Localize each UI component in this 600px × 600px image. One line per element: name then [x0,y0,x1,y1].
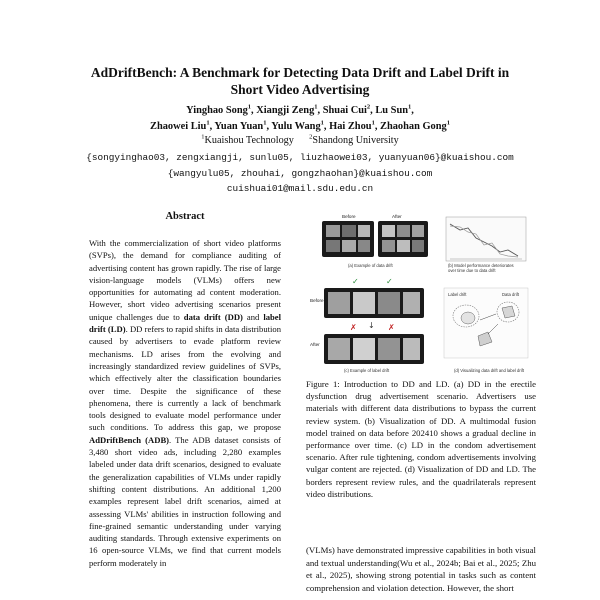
affiliation-mark: 1 [247,103,252,111]
affiliation-mark: 1 [314,103,318,111]
after-side-label: After [310,342,320,347]
affiliation-mark: 1 [408,103,412,111]
panel-a-caption: (a) Example of data drift [348,263,393,268]
email-line: cuishuai01@mail.sdu.edu.cn [226,183,374,194]
body-text: (VLMs) have demonstrated impressive capabilities in both visual and textual understanding(Wu et al., 2024b; Bai et al., 2025; Zhu et al., 2025), showing strong potential in tasks such as content comprehension and violation detection. However, the short [306,545,536,593]
authors-line-2: Zhaowei Liu$^1$, Yuan Yuan$^1$, Yulu Wang$^1$, Hai Zhou$^1$, Zhaohan Gong$^1$ [150,119,450,132]
approve-check-icon: ✓ [352,277,359,286]
abstract-bold: AdDriftBench (ADB) [89,434,170,445]
reject-cross-icon: ✗ [388,323,395,332]
author: Yinghao Song [186,105,248,116]
before-side-label: Before [310,298,324,303]
affiliation-name: Kuaishou Technology [204,135,294,146]
film-strip-label-before [324,288,424,318]
panel-c-caption: (c) Example of label drift [344,368,390,373]
affiliation-number: 2 [309,133,313,141]
title-line-1: AdDriftBench: A Benchmark for Detecting Data Drift and Label Drift in [90,65,510,80]
abstract-segment: With the commercialization of short video platforms (SVPs), the demand for compliance auditing of advertising content has grown rapidly. The rise of large vision-language models (VLMs) offers new opportunities for automating ad content moderation. However, short video advertising scenarios present unique challenges due to [89,238,281,322]
film-strip-before [322,221,374,257]
email-line: {songyinghao03, zengxiangji, sunlu05, liuzhaowei03, yuanyuan06}@kuaishou.com [86,152,514,163]
panel-b-caption-1: (b) Model performance deteriorates [448,263,514,268]
reject-cross-icon: ✗ [350,323,357,332]
author: Zhaowei Liu [150,121,207,132]
author: Lu Sun [375,105,409,116]
authors-line-1: Yinghao Song$^1$, Xiangji Zeng$^1$, Shuai Cui$^2$, Lu Sun$^1$, [186,103,414,116]
title-line-2: Short Video Advertising [230,82,370,97]
label-drift-text: Label drift [448,292,467,297]
abstract-segment: and [242,311,264,322]
abstract-bold: data drift (DD) [183,311,243,322]
drift-visualization [444,288,528,358]
figure-1-illustration [308,212,534,374]
panel-b-caption-2: over time due to data drift [448,268,496,273]
before-label: Before [342,214,356,219]
approve-check-icon: ✓ [386,277,393,286]
affiliation-mark: 1 [371,119,375,127]
affiliation-mark: 1 [320,119,324,127]
abstract-segment: . The ADB dataset consists of 3,480 short video ads, including 2,280 examples labeled under data drift scenarios, designed to evaluate the generalization capabilities of VLMs under rapidly shifting content distributions. An additional 1,200 examples represent label drift scenarios, aimed at assessing VLMs' abilities in instruction following and fine-grained semantic understanding under varying auditing standards. Through extensive experiments on 16 open-source VLMs, we find that current models perform moderately in [89,434,281,568]
affiliation-number: 1 [201,133,205,141]
abstract-heading: Abstract [165,211,205,222]
email-list [40,150,560,197]
author-list [40,103,560,135]
email-line: {wangyulu05, zhouhai, gongzhaohan}@kuaishou.com [167,167,433,179]
abstract-text [89,237,281,569]
author: Xiangji Zeng [256,105,315,116]
figure-caption: Figure 1: Introduction to DD and LD. (a) DD in the erectile dysfunction drug advertisement scenario. Advertisers use materials with different data distributions to bypass the current review system. (b) Visualization of DD. A multimodal fusion model trained on data before 202410 shows a gradual decline in performance over time. (c) LD in the condom advertisement scenario. After rule tightening, condom advertisements involving vulgar content are rejected. (d) Visualization of DD and LD. The borders represent review rules, and the quadrilaterals represent video distributions. [306,379,536,499]
data-drift-text: Data drift [502,292,519,297]
affiliation-mark: 2 [366,103,371,111]
figure-1 [308,212,534,374]
author: Yuan Yuan [214,121,264,132]
abstract-bold: label drift (LD) [89,311,282,335]
after-label: After [392,214,402,219]
film-strip-after [378,221,428,257]
affiliations [40,134,560,148]
paper-title [40,64,560,98]
panel-d-caption: (d) Visualizing data drift and label drift [454,368,524,373]
author: Shuai Cui [322,105,367,116]
affiliation-mark: 1 [206,119,210,127]
abstract-segment: . DD refers to rapid shifts in data distribution caused by advertisers to evade platform review mechanisms. LD arises from the evolving and increasingly standardized review guidelines of SVPs, which effectively alter the classification boundaries over time. Despite the significance of these phenomena, there is currently a lack of benchmark tools designed to evaluate model performance under such conditions. To address this gap, we propose [89,324,282,433]
performance-chart [446,217,526,261]
author: Zhaohan Gong [380,121,447,132]
affiliation-mark: 1 [263,119,267,127]
author: Yulu Wang [271,121,321,132]
down-arrow-icon: ↓ [368,321,375,330]
affiliation-name: Shandong University [312,135,399,146]
affiliation-mark: 1 [446,119,450,127]
author: Hai Zhou [329,121,372,132]
film-strip-label-after [324,334,424,364]
